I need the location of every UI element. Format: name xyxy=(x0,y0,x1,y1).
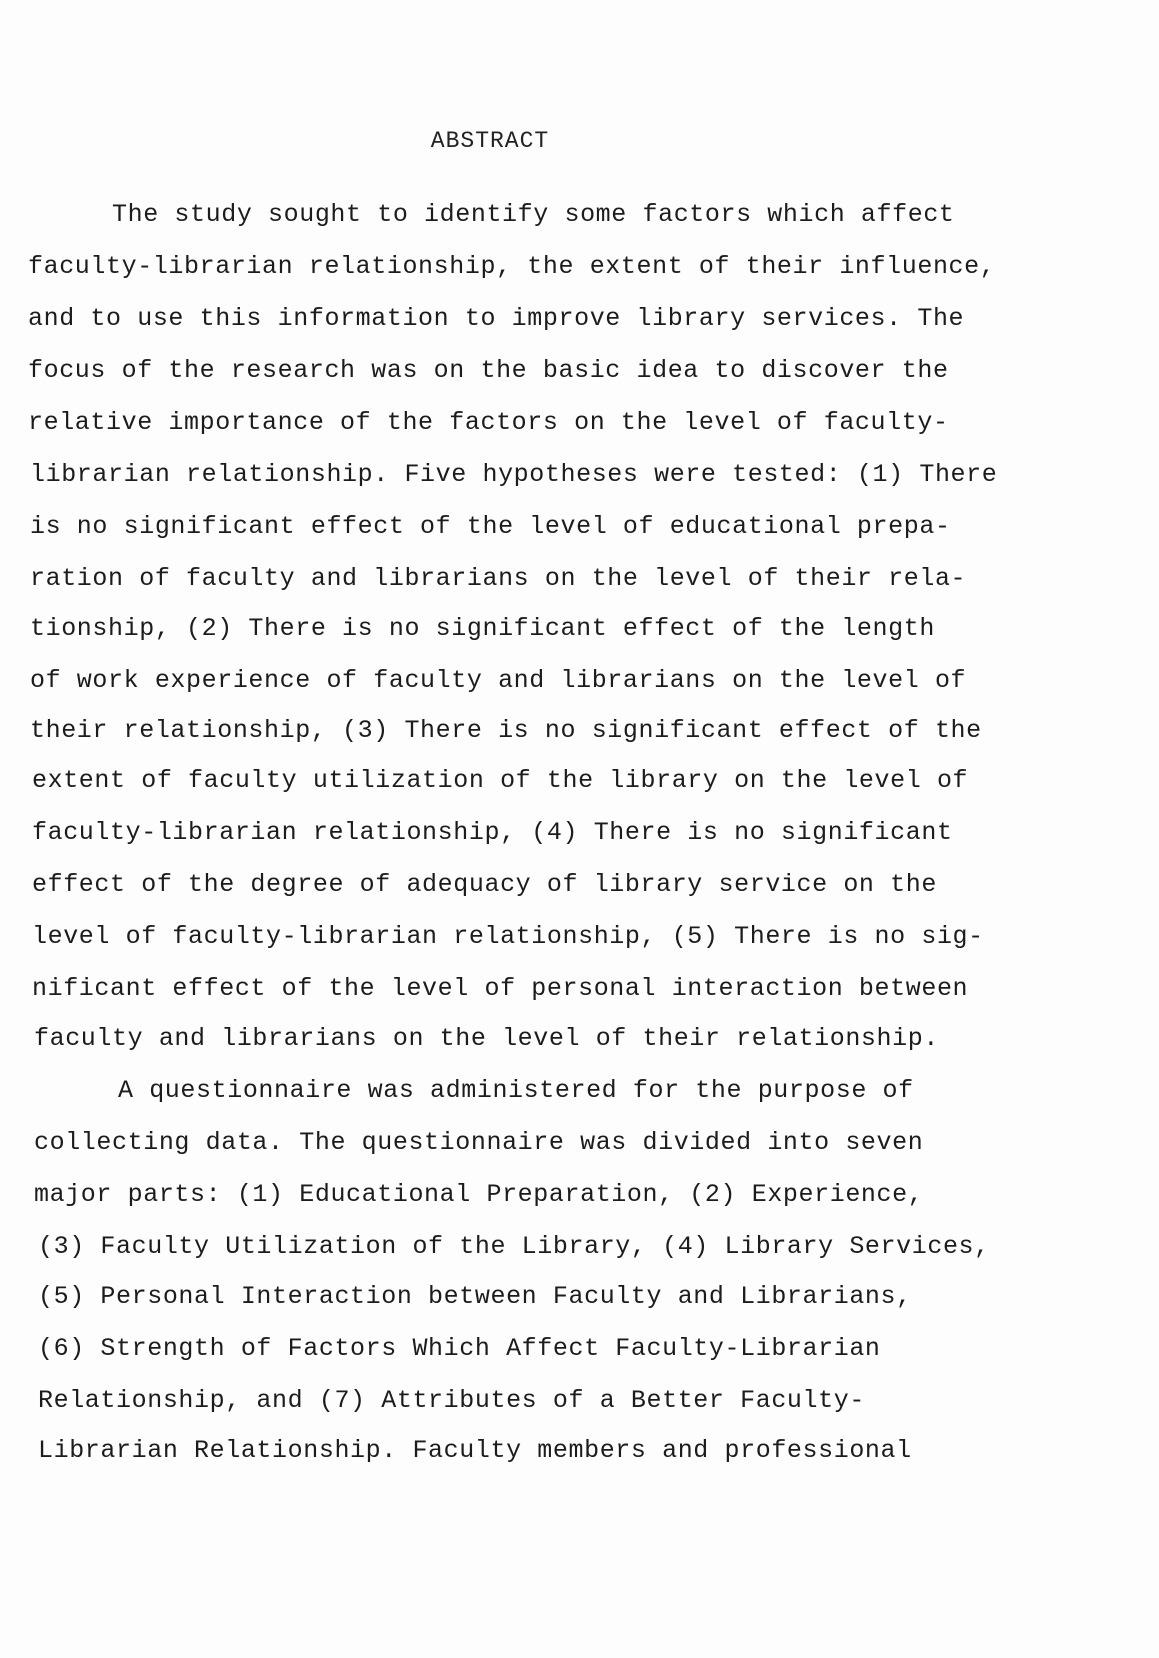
text-line: extent of faculty utilization of the library on the level of xyxy=(32,766,969,795)
text-line: Relationship, and (7) Attributes of a Better Faculty- xyxy=(38,1386,865,1415)
text-line: (3) Faculty Utilization of the Library, (4) Library Services, xyxy=(38,1232,990,1261)
text-line: tionship, (2) There is no significant effect of the length xyxy=(30,614,935,643)
text-line: focus of the research was on the basic idea to discover the xyxy=(28,356,949,385)
text-line: is no significant effect of the level of educational prepa- xyxy=(30,512,951,541)
text-line: faculty-librarian relationship, the extent of their influence, xyxy=(28,252,996,281)
text-line: major parts: (1) Educational Preparation, (2) Experience, xyxy=(34,1180,924,1209)
text-line: relative importance of the factors on the level of faculty- xyxy=(28,408,949,437)
text-line: and to use this information to improve library services. The xyxy=(28,304,965,333)
text-line: level of faculty-librarian relationship, (5) There is no sig- xyxy=(32,922,984,951)
text-line: effect of the degree of adequacy of library service on the xyxy=(32,870,937,899)
text-line: of work experience of faculty and librarians on the level of xyxy=(30,666,967,695)
text-line: librarian relationship. Five hypotheses were tested: (1) There xyxy=(30,460,998,489)
text-line: (6) Strength of Factors Which Affect Faculty-Librarian xyxy=(38,1334,881,1363)
text-line: faculty and librarians on the level of their relationship. xyxy=(34,1024,939,1053)
text-line: The study sought to identify some factors which affect xyxy=(112,200,955,229)
text-line: faculty-librarian relationship, (4) There is no significant xyxy=(32,818,953,847)
text-line: Librarian Relationship. Faculty members and professional xyxy=(38,1436,912,1465)
text-line: their relationship, (3) There is no significant effect of the xyxy=(30,716,982,745)
text-line: collecting data. The questionnaire was divided into seven xyxy=(34,1128,924,1157)
text-line: (5) Personal Interaction between Faculty and Librarians, xyxy=(38,1282,912,1311)
text-line: A questionnaire was administered for the purpose of xyxy=(118,1076,914,1105)
text-line: nificant effect of the level of personal interaction between xyxy=(32,974,969,1003)
text-line: ration of faculty and librarians on the level of their rela- xyxy=(30,564,967,593)
page-title: ABSTRACT xyxy=(430,128,550,154)
